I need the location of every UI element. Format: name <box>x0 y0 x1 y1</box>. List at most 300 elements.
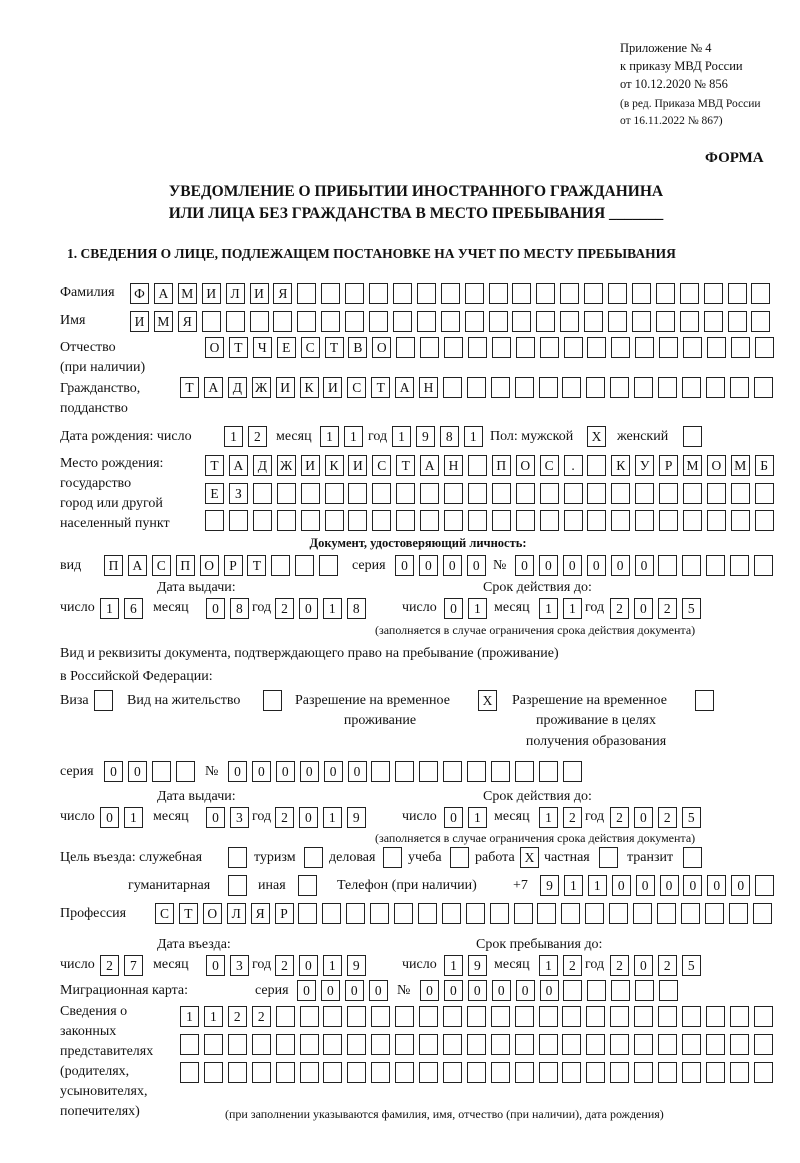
checkbox-cell[interactable] <box>263 690 282 711</box>
char-cell[interactable]: П <box>104 555 123 576</box>
char-cell[interactable]: С <box>372 455 391 476</box>
char-cell[interactable]: 1 <box>344 426 363 447</box>
char-cell[interactable] <box>297 283 316 304</box>
char-cell[interactable]: Я <box>273 283 292 304</box>
char-cell[interactable] <box>300 1062 319 1083</box>
char-cell[interactable]: И <box>276 377 295 398</box>
char-cell[interactable] <box>656 283 675 304</box>
birthplace-row-2[interactable] <box>205 483 779 504</box>
char-cell[interactable]: 1 <box>100 598 119 619</box>
char-cell[interactable]: 0 <box>324 761 343 782</box>
char-cell[interactable] <box>564 510 583 531</box>
char-cell[interactable]: 0 <box>563 555 582 576</box>
char-cell[interactable]: Ж <box>277 455 296 476</box>
char-cell[interactable]: Т <box>247 555 266 576</box>
char-cell[interactable] <box>369 311 388 332</box>
char-cell[interactable] <box>730 377 749 398</box>
char-cell[interactable]: Р <box>659 455 678 476</box>
char-cell[interactable] <box>706 1034 725 1055</box>
char-cell[interactable]: 0 <box>467 555 486 576</box>
char-cell[interactable]: 0 <box>683 875 702 896</box>
char-cell[interactable]: 1 <box>323 807 342 828</box>
char-cell[interactable] <box>751 311 770 332</box>
char-cell[interactable] <box>539 1062 558 1083</box>
char-cell[interactable]: 1 <box>124 807 143 828</box>
char-cell[interactable] <box>755 483 774 504</box>
char-cell[interactable]: Р <box>224 555 243 576</box>
char-cell[interactable]: И <box>250 283 269 304</box>
char-cell[interactable] <box>635 483 654 504</box>
char-cell[interactable]: Л <box>227 903 246 924</box>
char-cell[interactable]: 0 <box>492 980 511 1001</box>
char-cell[interactable] <box>731 510 750 531</box>
patronymic-field[interactable] <box>205 337 779 358</box>
char-cell[interactable] <box>228 1062 247 1083</box>
char-cell[interactable] <box>348 483 367 504</box>
char-cell[interactable] <box>277 510 296 531</box>
char-cell[interactable] <box>540 483 559 504</box>
char-cell[interactable]: О <box>707 455 726 476</box>
checkbox-cell[interactable]: X <box>587 426 606 447</box>
stay-year-field[interactable] <box>610 955 706 976</box>
char-cell[interactable]: 0 <box>444 980 463 1001</box>
char-cell[interactable] <box>634 1062 653 1083</box>
char-cell[interactable]: 0 <box>321 980 340 1001</box>
char-cell[interactable] <box>371 761 390 782</box>
char-cell[interactable] <box>681 903 700 924</box>
char-cell[interactable] <box>586 1034 605 1055</box>
id-valid-day-field[interactable] <box>444 598 492 619</box>
char-cell[interactable] <box>325 510 344 531</box>
char-cell[interactable] <box>323 1062 342 1083</box>
char-cell[interactable] <box>658 1034 677 1055</box>
char-cell[interactable]: 1 <box>323 955 342 976</box>
char-cell[interactable] <box>396 337 415 358</box>
char-cell[interactable] <box>728 311 747 332</box>
char-cell[interactable] <box>610 1062 629 1083</box>
char-cell[interactable] <box>611 483 630 504</box>
char-cell[interactable] <box>704 311 723 332</box>
char-cell[interactable] <box>751 283 770 304</box>
char-cell[interactable]: 0 <box>443 555 462 576</box>
char-cell[interactable] <box>491 377 510 398</box>
char-cell[interactable]: 1 <box>468 598 487 619</box>
char-cell[interactable] <box>395 1062 414 1083</box>
char-cell[interactable] <box>564 483 583 504</box>
char-cell[interactable]: 9 <box>347 807 366 828</box>
char-cell[interactable] <box>633 903 652 924</box>
char-cell[interactable]: 0 <box>206 598 225 619</box>
char-cell[interactable] <box>492 510 511 531</box>
char-cell[interactable]: Н <box>419 377 438 398</box>
char-cell[interactable] <box>516 483 535 504</box>
char-cell[interactable] <box>323 1006 342 1027</box>
char-cell[interactable]: И <box>301 455 320 476</box>
char-cell[interactable] <box>419 1062 438 1083</box>
char-cell[interactable]: 1 <box>539 955 558 976</box>
char-cell[interactable] <box>228 1034 247 1055</box>
char-cell[interactable] <box>539 377 558 398</box>
char-cell[interactable]: 9 <box>347 955 366 976</box>
char-cell[interactable]: 0 <box>444 807 463 828</box>
char-cell[interactable] <box>394 903 413 924</box>
checkbox-cell[interactable] <box>304 847 323 868</box>
char-cell[interactable]: 0 <box>420 980 439 1001</box>
char-cell[interactable]: 3 <box>230 955 249 976</box>
char-cell[interactable] <box>468 510 487 531</box>
char-cell[interactable]: Л <box>226 283 245 304</box>
char-cell[interactable] <box>706 555 725 576</box>
char-cell[interactable] <box>417 283 436 304</box>
char-cell[interactable] <box>321 311 340 332</box>
char-cell[interactable]: Я <box>251 903 270 924</box>
char-cell[interactable] <box>370 903 389 924</box>
char-cell[interactable] <box>611 980 630 1001</box>
char-cell[interactable] <box>325 483 344 504</box>
char-cell[interactable] <box>444 483 463 504</box>
char-cell[interactable] <box>562 1062 581 1083</box>
char-cell[interactable] <box>658 555 677 576</box>
id-issue-day-field[interactable] <box>100 598 148 619</box>
char-cell[interactable] <box>562 377 581 398</box>
char-cell[interactable]: 0 <box>345 980 364 1001</box>
sex-female-checkbox[interactable] <box>683 426 707 447</box>
char-cell[interactable] <box>346 903 365 924</box>
char-cell[interactable] <box>372 510 391 531</box>
char-cell[interactable]: Д <box>253 455 272 476</box>
char-cell[interactable] <box>515 377 534 398</box>
char-cell[interactable] <box>658 1006 677 1027</box>
char-cell[interactable] <box>395 761 414 782</box>
char-cell[interactable] <box>276 1034 295 1055</box>
char-cell[interactable]: И <box>348 455 367 476</box>
purpose-study-checkbox[interactable] <box>450 847 474 868</box>
char-cell[interactable] <box>492 337 511 358</box>
purpose-tourism-checkbox[interactable] <box>304 847 328 868</box>
char-cell[interactable]: М <box>154 311 173 332</box>
char-cell[interactable] <box>563 980 582 1001</box>
char-cell[interactable]: 1 <box>588 875 607 896</box>
char-cell[interactable] <box>345 311 364 332</box>
char-cell[interactable] <box>729 903 748 924</box>
char-cell[interactable]: М <box>731 455 750 476</box>
char-cell[interactable]: 2 <box>658 598 677 619</box>
char-cell[interactable]: 0 <box>468 980 487 1001</box>
char-cell[interactable] <box>273 311 292 332</box>
profession-field[interactable] <box>155 903 776 924</box>
char-cell[interactable]: О <box>372 337 391 358</box>
char-cell[interactable]: 0 <box>128 761 147 782</box>
char-cell[interactable] <box>321 283 340 304</box>
stay-issue-day-field[interactable] <box>100 807 148 828</box>
char-cell[interactable] <box>610 377 629 398</box>
char-cell[interactable] <box>295 555 314 576</box>
char-cell[interactable] <box>253 483 272 504</box>
char-cell[interactable]: 1 <box>323 598 342 619</box>
char-cell[interactable]: 0 <box>419 555 438 576</box>
char-cell[interactable] <box>540 510 559 531</box>
reps-row-3[interactable] <box>180 1062 778 1083</box>
checkbox-cell[interactable] <box>683 847 702 868</box>
purpose-other-checkbox[interactable] <box>298 875 322 896</box>
char-cell[interactable] <box>465 311 484 332</box>
char-cell[interactable] <box>683 483 702 504</box>
char-cell[interactable]: Т <box>229 337 248 358</box>
char-cell[interactable] <box>443 377 462 398</box>
char-cell[interactable]: 1 <box>468 807 487 828</box>
char-cell[interactable] <box>492 483 511 504</box>
char-cell[interactable] <box>562 1006 581 1027</box>
char-cell[interactable]: 2 <box>563 955 582 976</box>
char-cell[interactable] <box>632 283 651 304</box>
char-cell[interactable] <box>204 1062 223 1083</box>
char-cell[interactable]: 1 <box>563 598 582 619</box>
char-cell[interactable]: Е <box>205 483 224 504</box>
char-cell[interactable]: 0 <box>707 875 726 896</box>
char-cell[interactable] <box>323 1034 342 1055</box>
stay-month-field[interactable] <box>539 955 587 976</box>
char-cell[interactable] <box>322 903 341 924</box>
char-cell[interactable]: К <box>300 377 319 398</box>
char-cell[interactable] <box>683 510 702 531</box>
char-cell[interactable]: С <box>301 337 320 358</box>
char-cell[interactable] <box>634 377 653 398</box>
char-cell[interactable] <box>584 311 603 332</box>
char-cell[interactable] <box>706 377 725 398</box>
char-cell[interactable] <box>489 283 508 304</box>
citizenship-field[interactable] <box>180 377 778 398</box>
char-cell[interactable]: 0 <box>635 555 654 576</box>
char-cell[interactable]: М <box>178 283 197 304</box>
char-cell[interactable] <box>395 1034 414 1055</box>
char-cell[interactable]: Т <box>205 455 224 476</box>
char-cell[interactable]: Т <box>396 455 415 476</box>
char-cell[interactable] <box>707 483 726 504</box>
char-cell[interactable] <box>728 283 747 304</box>
char-cell[interactable] <box>707 337 726 358</box>
stay-day-field[interactable] <box>444 955 492 976</box>
char-cell[interactable] <box>443 1006 462 1027</box>
char-cell[interactable]: 0 <box>206 807 225 828</box>
char-cell[interactable] <box>755 510 774 531</box>
char-cell[interactable] <box>610 1034 629 1055</box>
char-cell[interactable]: 9 <box>540 875 559 896</box>
char-cell[interactable] <box>707 510 726 531</box>
char-cell[interactable]: И <box>202 283 221 304</box>
entry-month-field[interactable] <box>206 955 254 976</box>
char-cell[interactable] <box>348 510 367 531</box>
char-cell[interactable] <box>730 1034 749 1055</box>
char-cell[interactable]: С <box>155 903 174 924</box>
char-cell[interactable] <box>276 1006 295 1027</box>
char-cell[interactable] <box>369 283 388 304</box>
char-cell[interactable]: 0 <box>660 875 679 896</box>
char-cell[interactable]: 5 <box>682 807 701 828</box>
char-cell[interactable] <box>205 510 224 531</box>
char-cell[interactable]: 3 <box>230 807 249 828</box>
stay-issue-month-field[interactable] <box>206 807 254 828</box>
char-cell[interactable]: Я <box>178 311 197 332</box>
entry-year-field[interactable] <box>275 955 371 976</box>
char-cell[interactable] <box>635 337 654 358</box>
char-cell[interactable]: 5 <box>682 598 701 619</box>
char-cell[interactable]: 2 <box>610 807 629 828</box>
char-cell[interactable] <box>229 510 248 531</box>
char-cell[interactable] <box>536 283 555 304</box>
char-cell[interactable]: 1 <box>180 1006 199 1027</box>
char-cell[interactable]: 2 <box>248 426 267 447</box>
char-cell[interactable]: 2 <box>658 955 677 976</box>
char-cell[interactable]: 0 <box>299 807 318 828</box>
char-cell[interactable] <box>540 337 559 358</box>
char-cell[interactable] <box>441 311 460 332</box>
char-cell[interactable] <box>515 761 534 782</box>
char-cell[interactable] <box>539 1006 558 1027</box>
char-cell[interactable] <box>537 903 556 924</box>
char-cell[interactable] <box>755 337 774 358</box>
char-cell[interactable] <box>467 1062 486 1083</box>
char-cell[interactable] <box>466 903 485 924</box>
char-cell[interactable]: 0 <box>228 761 247 782</box>
char-cell[interactable] <box>587 980 606 1001</box>
char-cell[interactable]: Ф <box>130 283 149 304</box>
birthplace-row-3[interactable] <box>205 510 779 531</box>
purpose-private-checkbox[interactable] <box>599 847 623 868</box>
char-cell[interactable]: 0 <box>206 955 225 976</box>
char-cell[interactable]: А <box>395 377 414 398</box>
char-cell[interactable]: 2 <box>610 598 629 619</box>
char-cell[interactable] <box>706 1062 725 1083</box>
char-cell[interactable]: 2 <box>228 1006 247 1027</box>
char-cell[interactable]: С <box>347 377 366 398</box>
char-cell[interactable]: 1 <box>564 875 583 896</box>
char-cell[interactable] <box>444 337 463 358</box>
birth-month-field[interactable] <box>320 426 368 447</box>
char-cell[interactable] <box>512 311 531 332</box>
char-cell[interactable]: 0 <box>515 555 534 576</box>
char-cell[interactable] <box>417 311 436 332</box>
char-cell[interactable]: 0 <box>539 555 558 576</box>
char-cell[interactable] <box>252 1034 271 1055</box>
char-cell[interactable] <box>467 377 486 398</box>
char-cell[interactable] <box>586 377 605 398</box>
char-cell[interactable] <box>271 555 290 576</box>
char-cell[interactable] <box>634 1034 653 1055</box>
char-cell[interactable] <box>659 510 678 531</box>
id-valid-month-field[interactable] <box>539 598 587 619</box>
char-cell[interactable]: Б <box>755 455 774 476</box>
char-cell[interactable]: 0 <box>612 875 631 896</box>
checkbox-cell[interactable]: X <box>520 847 539 868</box>
char-cell[interactable] <box>587 510 606 531</box>
id-series-field[interactable] <box>395 555 491 576</box>
char-cell[interactable]: 6 <box>124 598 143 619</box>
char-cell[interactable] <box>152 761 171 782</box>
id-issue-year-field[interactable] <box>275 598 371 619</box>
char-cell[interactable]: 0 <box>444 598 463 619</box>
char-cell[interactable] <box>608 283 627 304</box>
temporary-residence-checkbox[interactable] <box>478 690 502 711</box>
name-field[interactable] <box>130 311 775 332</box>
char-cell[interactable] <box>584 283 603 304</box>
char-cell[interactable] <box>658 377 677 398</box>
char-cell[interactable]: 8 <box>440 426 459 447</box>
char-cell[interactable]: Ж <box>252 377 271 398</box>
checkbox-cell[interactable] <box>228 847 247 868</box>
char-cell[interactable] <box>467 1006 486 1027</box>
char-cell[interactable] <box>396 510 415 531</box>
char-cell[interactable] <box>444 510 463 531</box>
char-cell[interactable]: Д <box>228 377 247 398</box>
char-cell[interactable]: 7 <box>124 955 143 976</box>
birthplace-row-1[interactable] <box>205 455 779 476</box>
char-cell[interactable] <box>300 1006 319 1027</box>
char-cell[interactable] <box>731 337 750 358</box>
char-cell[interactable] <box>298 903 317 924</box>
reps-row-1[interactable] <box>180 1006 778 1027</box>
char-cell[interactable]: 2 <box>658 807 677 828</box>
checkbox-cell[interactable]: X <box>478 690 497 711</box>
char-cell[interactable] <box>754 555 773 576</box>
char-cell[interactable]: К <box>611 455 630 476</box>
char-cell[interactable] <box>202 311 221 332</box>
char-cell[interactable]: Р <box>275 903 294 924</box>
char-cell[interactable]: 0 <box>299 598 318 619</box>
char-cell[interactable]: О <box>203 903 222 924</box>
birth-day-field[interactable] <box>224 426 272 447</box>
char-cell[interactable]: 0 <box>299 955 318 976</box>
char-cell[interactable] <box>587 483 606 504</box>
char-cell[interactable]: А <box>204 377 223 398</box>
char-cell[interactable] <box>226 311 245 332</box>
char-cell[interactable]: 0 <box>634 955 653 976</box>
purpose-humanitarian-checkbox[interactable] <box>228 875 252 896</box>
id-number-field[interactable] <box>515 555 778 576</box>
char-cell[interactable] <box>539 1034 558 1055</box>
char-cell[interactable] <box>515 1006 534 1027</box>
char-cell[interactable]: 0 <box>348 761 367 782</box>
char-cell[interactable] <box>755 875 774 896</box>
char-cell[interactable]: 0 <box>252 761 271 782</box>
char-cell[interactable]: 0 <box>104 761 123 782</box>
char-cell[interactable]: 1 <box>224 426 243 447</box>
char-cell[interactable] <box>562 1034 581 1055</box>
char-cell[interactable] <box>250 311 269 332</box>
reps-row-2[interactable] <box>180 1034 778 1055</box>
char-cell[interactable] <box>564 337 583 358</box>
char-cell[interactable]: 1 <box>539 598 558 619</box>
char-cell[interactable]: О <box>516 455 535 476</box>
char-cell[interactable] <box>465 283 484 304</box>
char-cell[interactable]: 0 <box>587 555 606 576</box>
char-cell[interactable]: 5 <box>682 955 701 976</box>
stay-valid-day-field[interactable] <box>444 807 492 828</box>
char-cell[interactable]: 0 <box>611 555 630 576</box>
char-cell[interactable] <box>468 455 487 476</box>
char-cell[interactable] <box>730 555 749 576</box>
char-cell[interactable] <box>277 483 296 504</box>
birth-year-field[interactable] <box>392 426 488 447</box>
char-cell[interactable] <box>443 761 462 782</box>
char-cell[interactable]: Т <box>180 377 199 398</box>
char-cell[interactable]: 9 <box>468 955 487 976</box>
stay-issue-year-field[interactable] <box>275 807 371 828</box>
char-cell[interactable] <box>491 1034 510 1055</box>
char-cell[interactable]: П <box>492 455 511 476</box>
char-cell[interactable]: 0 <box>634 598 653 619</box>
char-cell[interactable] <box>443 1034 462 1055</box>
residence-permit-checkbox[interactable] <box>263 690 287 711</box>
